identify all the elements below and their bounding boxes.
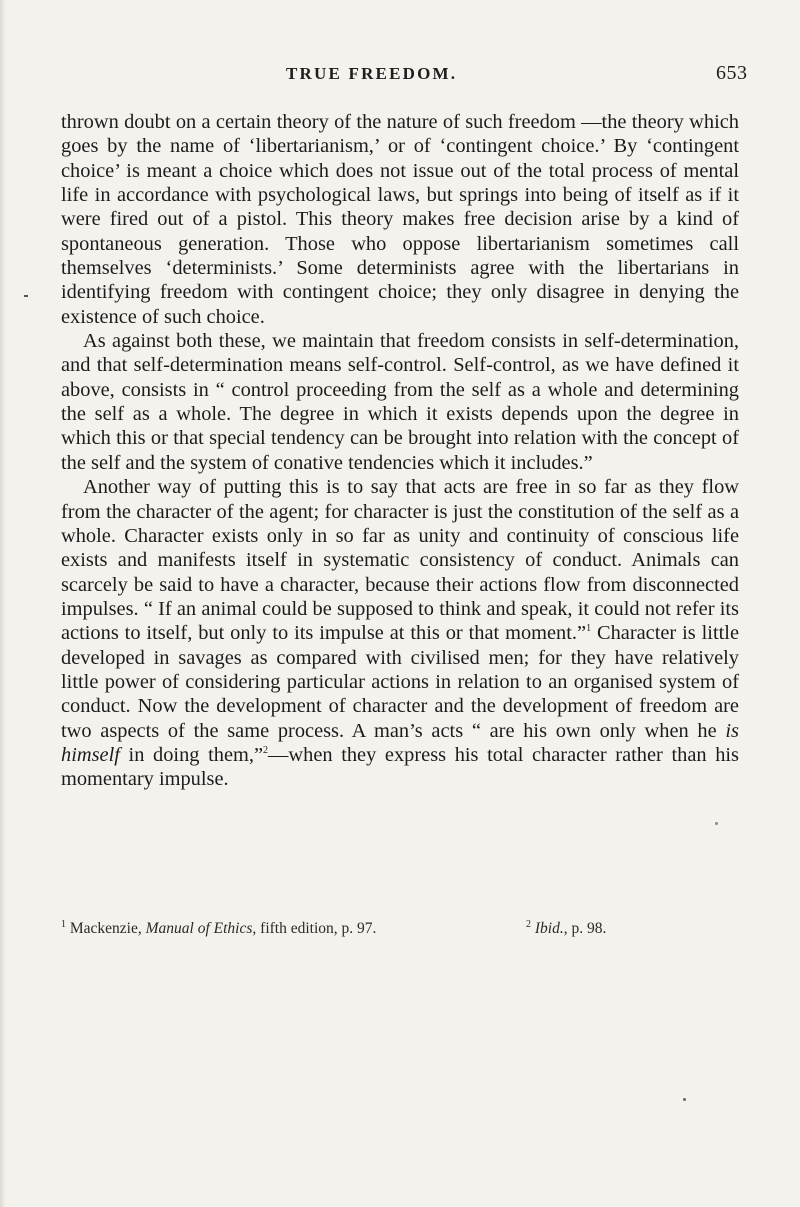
paragraph-3-text-c: in doing them,”	[119, 743, 264, 766]
body-text	[61, 110, 739, 792]
paragraph-3-text-a: Another way of putting this is to say that acts are free in so far as they flow from the character of the agent; for character is just the constitution of the self as a whole. Character exists only in so far as unity and continuity of conscious life exists and manifests itself in systematic consistency of conduct. Animals can scarcely be said to have a character, because their actions flow from disconnected impulses. “ If an animal could be supposed to think and speak, it could not refer its actions to itself, but only to its impulse at this or that moment.”	[61, 476, 739, 645]
footnote-2-title: Ibid.	[534, 920, 564, 937]
footnote-2-mark: 2	[526, 918, 531, 930]
running-head-title: TRUE FREEDOM.	[286, 64, 458, 83]
footnote-2-rest: , p. 98.	[563, 920, 607, 937]
page-edge-shadow	[0, 0, 6, 1207]
footnote-1-author: Mackenzie,	[69, 920, 146, 937]
paragraph-3	[61, 475, 739, 791]
footnote-ref-2: 2	[263, 745, 269, 757]
margin-mark	[24, 295, 28, 297]
page-number: 653	[716, 62, 748, 84]
paragraph-3-text-b: Character is little developed in savages as compared with civilised men; for they have relatively little power of considering particular actions in relation to an organised system of conduct. Now the development of character and the development of freedom are two aspects of the same process. A man’s acts “ are his own only when he	[61, 622, 739, 742]
footnote-1-rest: , fifth edition, p. 97.	[252, 920, 377, 937]
paragraph-1: thrown doubt on a certain theory of the nature of such freedom —the theory which goes by the name of ‘libertarianism,’ or of ‘contingent choice.’ By ‘contingent choice’ is meant a choice which does not issue out of the total process of mental life in accordance with psychological laws, but springs into being of itself as if it were fired out of a pistol. This theory makes free decision arise by a kind of spontaneous generation. Those who oppose libertarianism sometimes call themselves ‘determinists.’ Some determinists agree with the libertarians in identifying freedom with contingent choice; they only disagree in denying the existence of such choice.	[61, 111, 739, 328]
speck	[683, 1098, 686, 1101]
speck	[715, 822, 718, 825]
italic-emphasis: is himself	[61, 719, 739, 766]
paragraph-3-text-d: —when they express his total character rather than his momentary impulse.	[61, 743, 739, 791]
running-head	[0, 64, 800, 92]
footnote-1	[61, 920, 376, 938]
footnote-ref-1: 1	[586, 623, 592, 635]
paragraph-2: As against both these, we maintain that freedom consists in self-determination, and that self-determination means self-control. Self-control, as we have defined it above, consists in “ control proceeding from the self as a whole and determining the self as a whole. The degree in which it exists depends upon the degree in which this or that special tendency can be brought into relation with the concept of the self and the system of conative tendencies which it includes.”	[61, 330, 739, 474]
footnote-1-mark: 1	[61, 918, 66, 930]
footnote-1-title: Manual of Ethics	[145, 920, 253, 937]
footnote-2	[526, 920, 606, 938]
